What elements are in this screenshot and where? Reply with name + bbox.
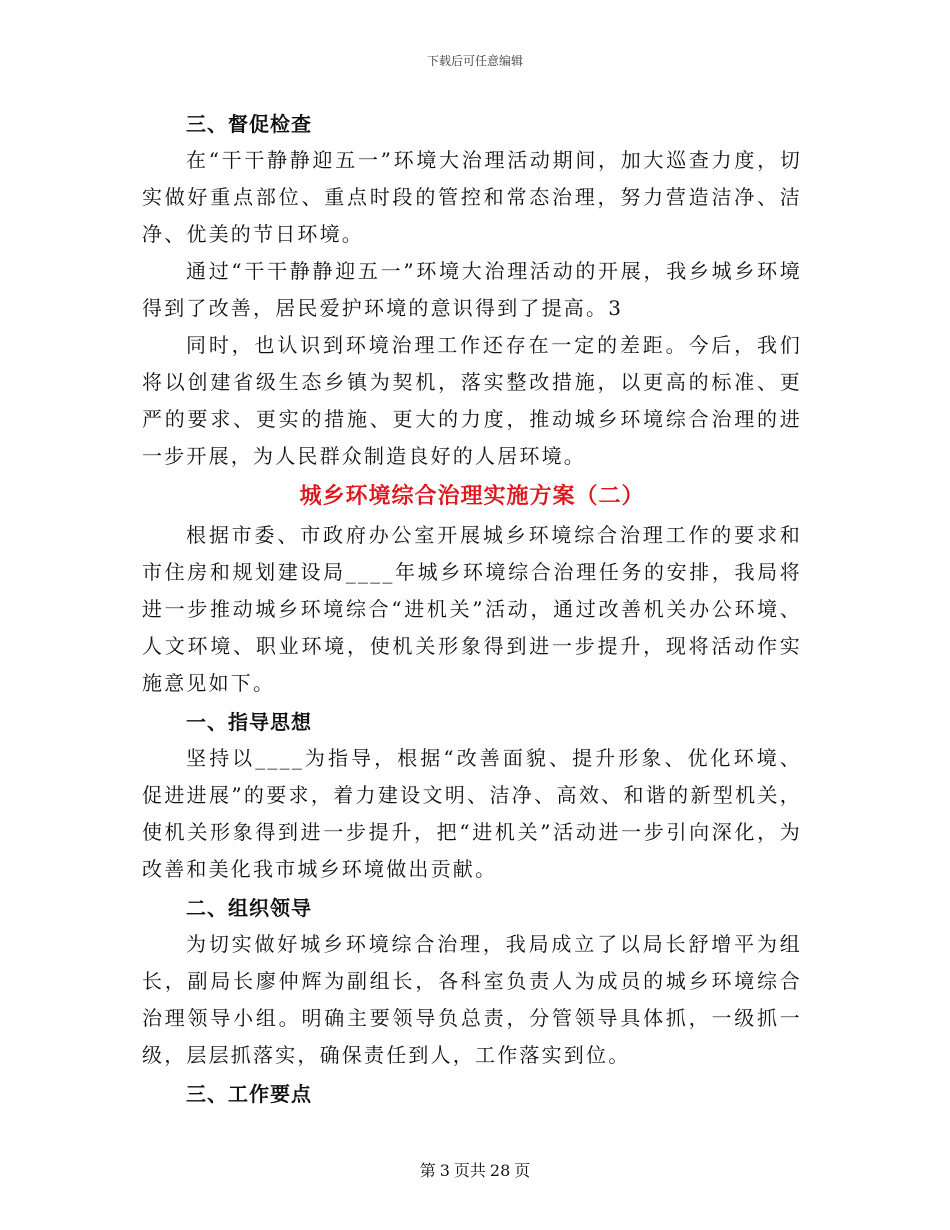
footer-prefix: 第: [419, 1161, 436, 1180]
paragraph: 根据市委、市政府办公室开展城乡环境综合治理工作的要求和市住房和规划建设局____年城乡环境综合治理任务的安排，我局将进一步推动城乡环境综合“进机关”活动，通过改善机关办公环境、人文环境、职业环境，使机关形象得到进一步提升，现将活动作实施意见如下。: [142, 523, 802, 695]
footer-suffix: 页: [514, 1161, 531, 1180]
section-heading-organization: 二、组织领导: [186, 896, 312, 920]
footer-middle: 页共: [453, 1161, 486, 1180]
total-page-count: 28: [489, 1161, 511, 1180]
page-number-footer: [0, 1158, 950, 1181]
document-body: [142, 104, 802, 1112]
document-title: 城乡环境综合治理实施方案（二）: [299, 483, 645, 509]
header-note: 下载后可任意编辑: [426, 54, 523, 68]
paragraph: 通过“干干静静迎五一”环境大治理活动的开展，我乡城乡环境得到了改善，居民爱护环境的意识得到了提高。3: [142, 259, 802, 320]
section-heading-supervision: 三、督促检查: [186, 112, 312, 136]
paragraph: 坚持以____为指导，根据“改善面貌、提升形象、优化环境、促进进展”的要求，着力建设文明、洁净、高效、和谐的新型机关，使机关形象得到进一步提升，把“进机关”活动进一步引向深化，为改善和美化我市城乡环境做出贡献。: [142, 746, 802, 881]
paragraph: 为切实做好城乡环境综合治理，我局成立了以局长舒增平为组长，副局长廖仲辉为副组长，各科室负责人为成员的城乡环境综合治理领导小组。明确主要领导负总责，分管领导具体抓，一级抓一级，层层抓落实，确保责任到人，工作落实到位。: [142, 932, 802, 1067]
section-heading-guiding-thought: 一、指导思想: [186, 710, 312, 734]
section-heading-work-points: 三、工作要点: [186, 1082, 312, 1106]
paragraph: 同时，也认识到环境治理工作还存在一定的差距。今后，我们将以创建省级生态乡镇为契机，落实整改措施，以更高的标准、更严的要求、更实的措施、更大的力度，推动城乡环境综合治理的进一步开展，为人民群众制造良好的人居环境。: [142, 333, 802, 468]
paragraph: 在“干干静静迎五一”环境大治理活动期间，加大巡查力度，切实做好重点部位、重点时段的管控和常态治理，努力营造洁净、洁净、优美的节日环境。: [142, 148, 802, 246]
current-page-number: 3: [439, 1161, 450, 1180]
